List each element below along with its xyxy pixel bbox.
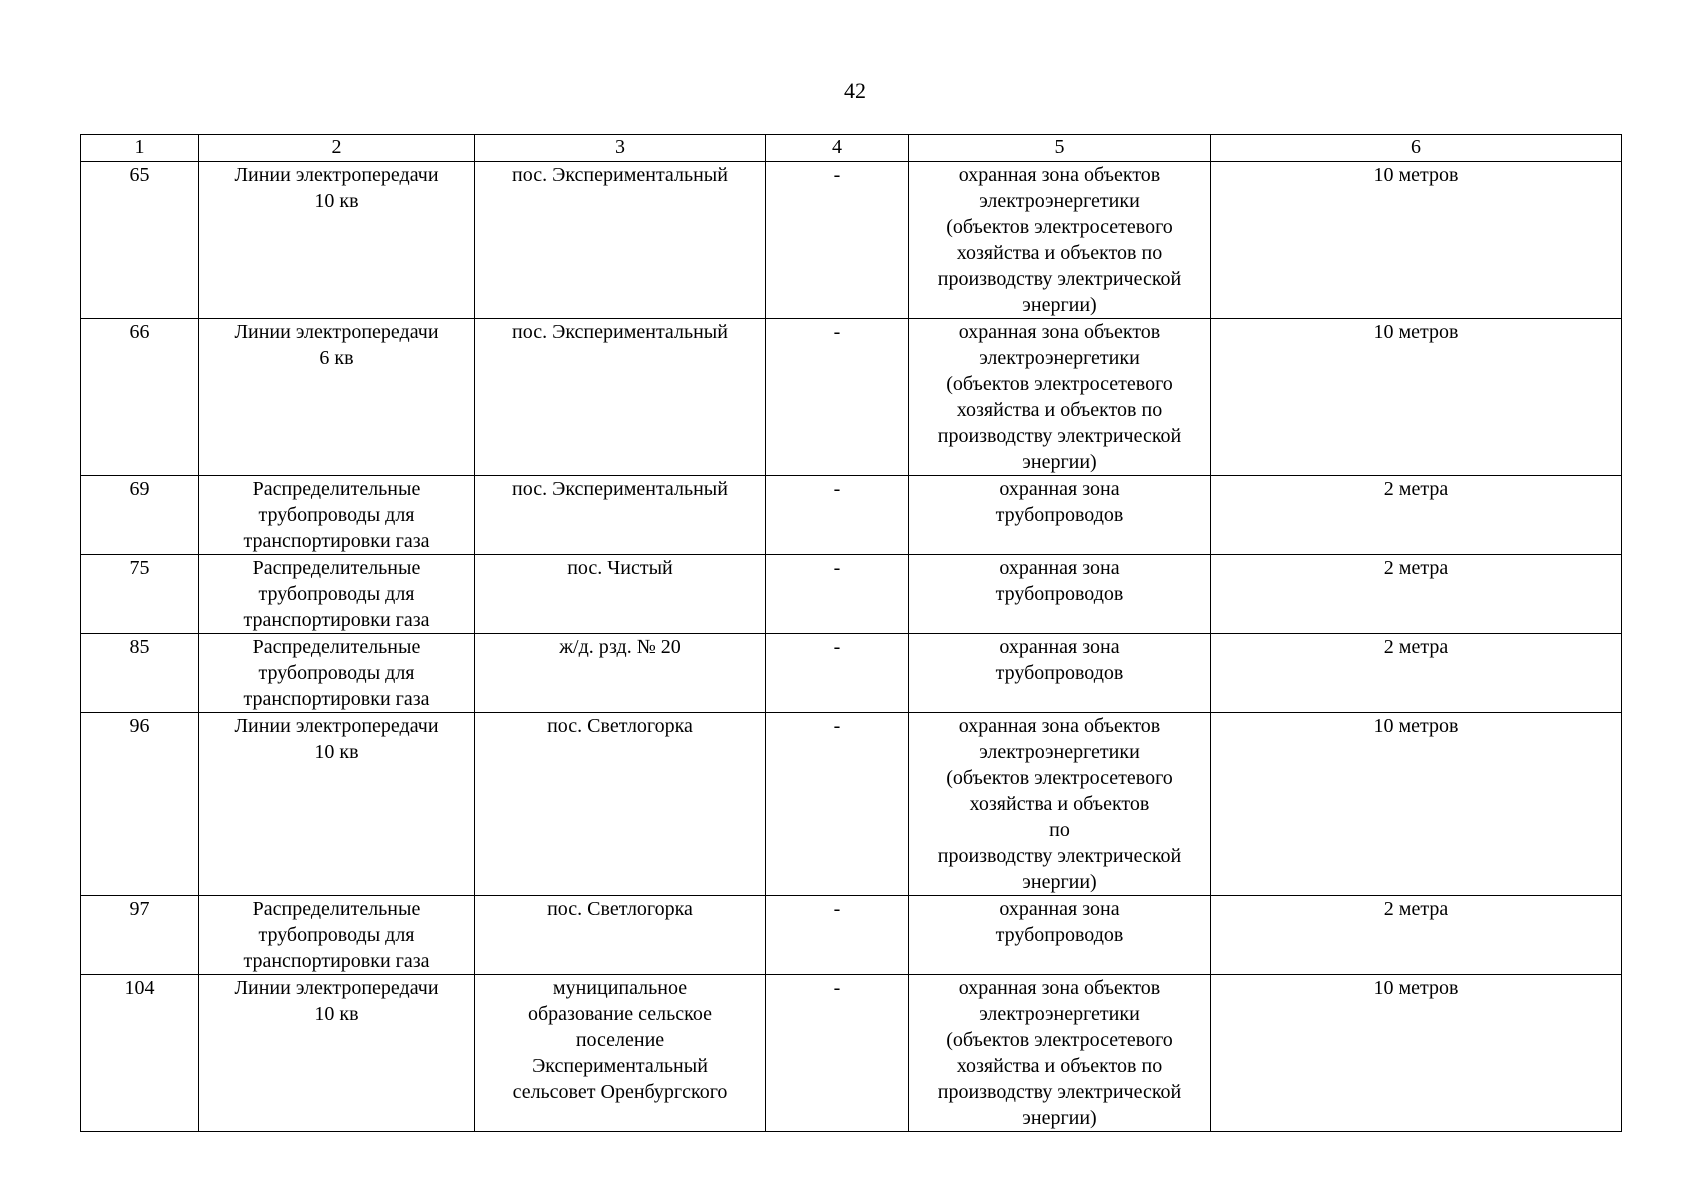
column-number: 6 <box>1211 135 1622 162</box>
zone-type: охранная зона объектов электроэнергетики (объектов электросетевого хозяйства и объектов по производству электрической энергии) <box>909 713 1211 896</box>
table-row <box>81 555 1622 634</box>
column-4-value: - <box>766 713 909 896</box>
zone-type: охранная зона объектов электроэнергетики (объектов электросетевого хозяйства и объектов по производству электрической энергии) <box>909 975 1211 1132</box>
object-name: Линии электропередачи 10 кв <box>199 713 475 896</box>
object-name: Линии электропередачи 6 кв <box>199 319 475 476</box>
zone-distance: 10 метров <box>1211 319 1622 476</box>
location: ж/д. рзд. № 20 <box>475 634 766 713</box>
zone-distance: 10 метров <box>1211 162 1622 319</box>
table-row <box>81 634 1622 713</box>
row-number: 75 <box>81 555 199 634</box>
object-name: Линии электропередачи 10 кв <box>199 162 475 319</box>
location: пос. Светлогорка <box>475 896 766 975</box>
table-row <box>81 476 1622 555</box>
table-row <box>81 319 1622 476</box>
row-number: 69 <box>81 476 199 555</box>
column-4-value: - <box>766 162 909 319</box>
table-row <box>81 896 1622 975</box>
zone-distance: 10 метров <box>1211 975 1622 1132</box>
protection-zones-table <box>80 134 1622 1132</box>
zone-distance: 10 метров <box>1211 713 1622 896</box>
object-name: Распределительные трубопроводы для транспортировки газа <box>199 476 475 555</box>
zone-type: охранная зона трубопроводов <box>909 896 1211 975</box>
column-number: 5 <box>909 135 1211 162</box>
column-number: 4 <box>766 135 909 162</box>
row-number: 66 <box>81 319 199 476</box>
row-number: 97 <box>81 896 199 975</box>
zone-distance: 2 метра <box>1211 896 1622 975</box>
row-number: 104 <box>81 975 199 1132</box>
table-row <box>81 975 1622 1132</box>
location: пос. Экспериментальный <box>475 319 766 476</box>
row-number: 85 <box>81 634 199 713</box>
column-number-row <box>81 135 1622 162</box>
column-number: 3 <box>475 135 766 162</box>
column-4-value: - <box>766 555 909 634</box>
zone-distance: 2 метра <box>1211 634 1622 713</box>
column-4-value: - <box>766 896 909 975</box>
location: пос. Экспериментальный <box>475 476 766 555</box>
location: пос. Экспериментальный <box>475 162 766 319</box>
zone-type: охранная зона объектов электроэнергетики (объектов электросетевого хозяйства и объектов по производству электрической энергии) <box>909 162 1211 319</box>
location: пос. Чистый <box>475 555 766 634</box>
object-name: Распределительные трубопроводы для транспортировки газа <box>199 555 475 634</box>
zone-type: охранная зона трубопроводов <box>909 476 1211 555</box>
location: пос. Светлогорка <box>475 713 766 896</box>
row-number: 65 <box>81 162 199 319</box>
zone-type: охранная зона трубопроводов <box>909 555 1211 634</box>
location: муниципальное образование сельское поселение Экспериментальный сельсовет Оренбургского <box>475 975 766 1132</box>
column-4-value: - <box>766 476 909 555</box>
row-number: 96 <box>81 713 199 896</box>
object-name: Линии электропередачи 10 кв <box>199 975 475 1132</box>
column-number: 2 <box>199 135 475 162</box>
zone-distance: 2 метра <box>1211 555 1622 634</box>
zone-type: охранная зона объектов электроэнергетики (объектов электросетевого хозяйства и объектов по производству электрической энергии) <box>909 319 1211 476</box>
column-number: 1 <box>81 135 199 162</box>
table-row <box>81 713 1622 896</box>
column-4-value: - <box>766 975 909 1132</box>
column-4-value: - <box>766 634 909 713</box>
zone-distance: 2 метра <box>1211 476 1622 555</box>
page-number: 42 <box>844 78 866 103</box>
zone-type: охранная зона трубопроводов <box>909 634 1211 713</box>
table-row <box>81 162 1622 319</box>
object-name: Распределительные трубопроводы для транспортировки газа <box>199 896 475 975</box>
object-name: Распределительные трубопроводы для транспортировки газа <box>199 634 475 713</box>
column-4-value: - <box>766 319 909 476</box>
